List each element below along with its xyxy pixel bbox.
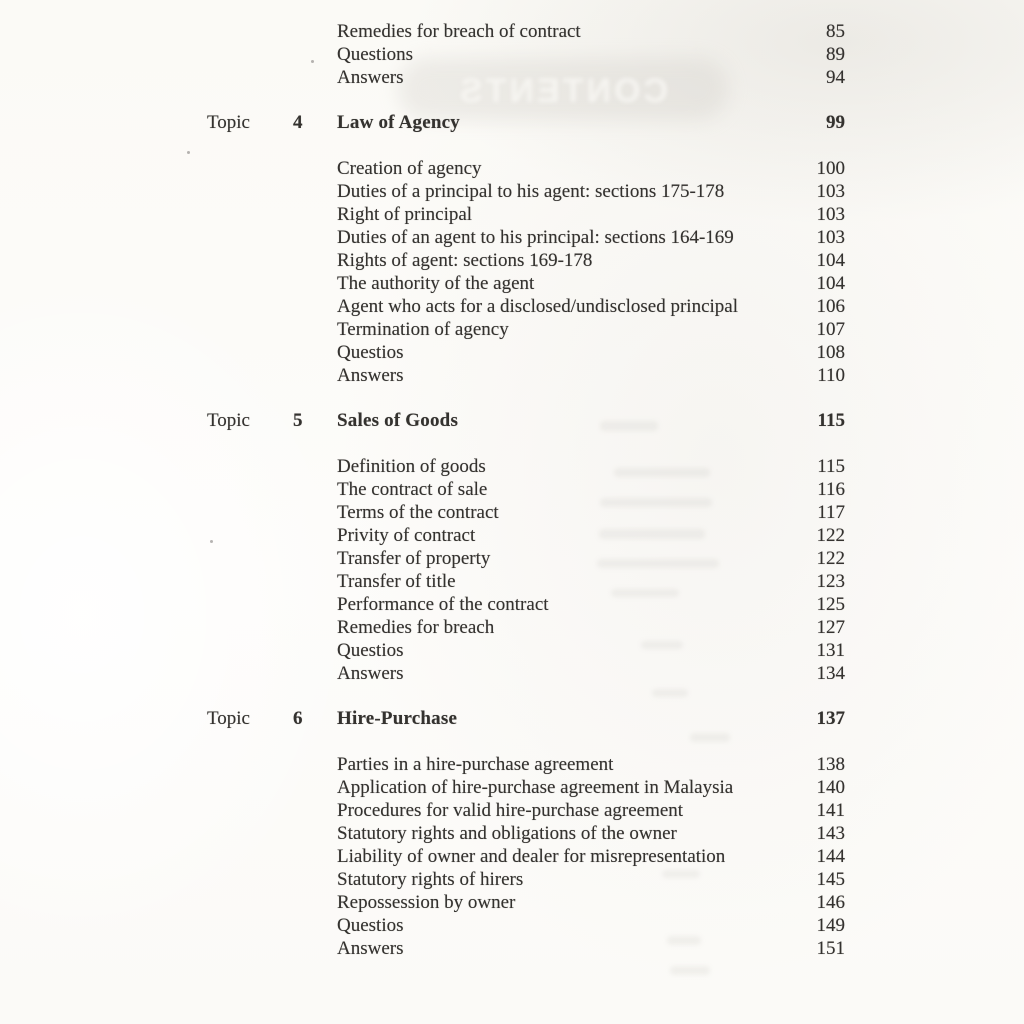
toc-entry (207, 570, 845, 593)
toc-entry (207, 914, 845, 937)
bleedthrough-watermark: CONTENTS (457, 72, 668, 110)
entry-page-number: 151 (816, 938, 845, 959)
toc-entry (207, 43, 845, 66)
entry-page-number: 143 (816, 823, 845, 844)
topic-heading-5 (207, 409, 845, 432)
toc-entry (207, 455, 845, 478)
entry-label: Statutory rights and obligations of the owner (337, 823, 677, 844)
entry-page-number: 104 (816, 250, 845, 271)
toc-entry (207, 318, 845, 341)
entry-label: Answers (337, 663, 404, 684)
toc-entry (207, 341, 845, 364)
entry-label: Termination of agency (337, 319, 509, 340)
topic-heading-4 (207, 111, 845, 134)
entry-page-number: 122 (816, 548, 845, 569)
topic-page-number: 137 (816, 708, 845, 729)
entry-page-number: 104 (816, 273, 845, 294)
entry-page-number: 138 (816, 754, 845, 775)
topic-word: Topic (207, 410, 250, 431)
entry-label: Questions (337, 44, 413, 65)
toc-entry (207, 66, 845, 89)
entry-page-number: 146 (816, 892, 845, 913)
topic-number: 4 (293, 112, 303, 133)
entry-label: Agent who acts for a disclosed/undisclosed principal (337, 296, 739, 317)
topic-page-number: 99 (826, 112, 845, 133)
entry-label: Remedies for breach (337, 617, 495, 638)
entry-label: Liability of owner and dealer for misrepresentation (337, 846, 726, 867)
entry-page-number: 100 (816, 158, 845, 179)
bleedthrough-smudge (670, 966, 710, 975)
topic-title: Sales of Goods (337, 410, 459, 431)
entry-label: Duties of a principal to his agent: sections 175-178 (337, 181, 725, 202)
entry-label: Answers (337, 67, 404, 88)
toc-entry (207, 203, 845, 226)
entry-label: Application of hire-purchase agreement in Malaysia (337, 777, 734, 798)
topic-number: 6 (293, 708, 303, 729)
entry-page-number: 85 (826, 21, 845, 42)
toc-entry (207, 20, 845, 43)
entry-label: Repossession by owner (337, 892, 516, 913)
entry-label: Right of principal (337, 204, 473, 225)
toc-entry (207, 478, 845, 501)
entry-page-number: 145 (816, 869, 845, 890)
toc-entry (207, 180, 845, 203)
toc-entry (207, 639, 845, 662)
entry-label: Performance of the contract (337, 594, 549, 615)
topic-title: Law of Agency (337, 112, 460, 133)
entry-page-number: 103 (816, 181, 845, 202)
entry-page-number: 89 (826, 44, 845, 65)
toc-entry (207, 662, 845, 685)
entry-page-number: 122 (816, 525, 845, 546)
entry-label: Parties in a hire-purchase agreement (337, 754, 614, 775)
entry-label: Terms of the contract (337, 502, 499, 523)
entry-page-number: 107 (816, 319, 845, 340)
entry-page-number: 94 (826, 67, 845, 88)
entry-page-number: 110 (817, 365, 845, 386)
toc-entry (207, 226, 845, 249)
entry-label: Statutory rights of hirers (337, 869, 524, 890)
entry-label: Answers (337, 938, 404, 959)
entry-label: Answers (337, 365, 404, 386)
entry-page-number: 117 (817, 502, 845, 523)
entry-page-number: 149 (816, 915, 845, 936)
toc-entry (207, 799, 845, 822)
toc-entry (207, 845, 845, 868)
entry-page-number: 134 (816, 663, 845, 684)
toc-entry (207, 364, 845, 387)
toc-entry (207, 501, 845, 524)
entry-page-number: 131 (816, 640, 845, 661)
entry-page-number: 103 (816, 204, 845, 225)
entry-page-number: 140 (816, 777, 845, 798)
entry-page-number: 127 (816, 617, 845, 638)
entry-page-number: 141 (816, 800, 845, 821)
toc-entry (207, 937, 845, 960)
topic-heading-6 (207, 707, 845, 730)
toc-entry (207, 616, 845, 639)
entry-label: Definition of goods (337, 456, 486, 477)
entry-page-number: 108 (816, 342, 845, 363)
toc-entry (207, 593, 845, 616)
topic-page-number: 115 (817, 410, 845, 431)
entry-page-number: 144 (816, 846, 845, 867)
entry-label: Remedies for breach of contract (337, 21, 581, 42)
toc-entry (207, 272, 845, 295)
toc-entry (207, 547, 845, 570)
table-of-contents (207, 20, 845, 960)
entry-label: Duties of an agent to his principal: sections 164-169 (337, 227, 734, 248)
entry-page-number: 116 (817, 479, 845, 500)
toc-entry (207, 249, 845, 272)
entry-label: Questios (337, 915, 404, 936)
entry-label: Privity of contract (337, 525, 476, 546)
entry-label: The contract of sale (337, 479, 488, 500)
entry-label: Creation of agency (337, 158, 482, 179)
toc-entry (207, 822, 845, 845)
entry-label: Transfer of property (337, 548, 491, 569)
toc-entry (207, 891, 845, 914)
entry-label: The authority of the agent (337, 273, 535, 294)
entry-page-number: 115 (817, 456, 845, 477)
topic-word: Topic (207, 708, 250, 729)
entry-page-number: 123 (816, 571, 845, 592)
entry-page-number: 125 (816, 594, 845, 615)
scan-speck (187, 151, 190, 154)
toc-entry (207, 776, 845, 799)
toc-entry (207, 295, 845, 318)
entry-label: Rights of agent: sections 169-178 (337, 250, 593, 271)
toc-entry (207, 524, 845, 547)
entry-label: Transfer of title (337, 571, 456, 592)
toc-entry (207, 868, 845, 891)
topic-number: 5 (293, 410, 303, 431)
entry-label: Procedures for valid hire-purchase agreement (337, 800, 684, 821)
toc-entry (207, 157, 845, 180)
topic-title: Hire-Purchase (337, 708, 458, 729)
entry-page-number: 106 (816, 296, 845, 317)
entry-label: Questios (337, 342, 404, 363)
entry-label: Questios (337, 640, 404, 661)
toc-entry (207, 753, 845, 776)
entry-page-number: 103 (816, 227, 845, 248)
topic-word: Topic (207, 112, 250, 133)
